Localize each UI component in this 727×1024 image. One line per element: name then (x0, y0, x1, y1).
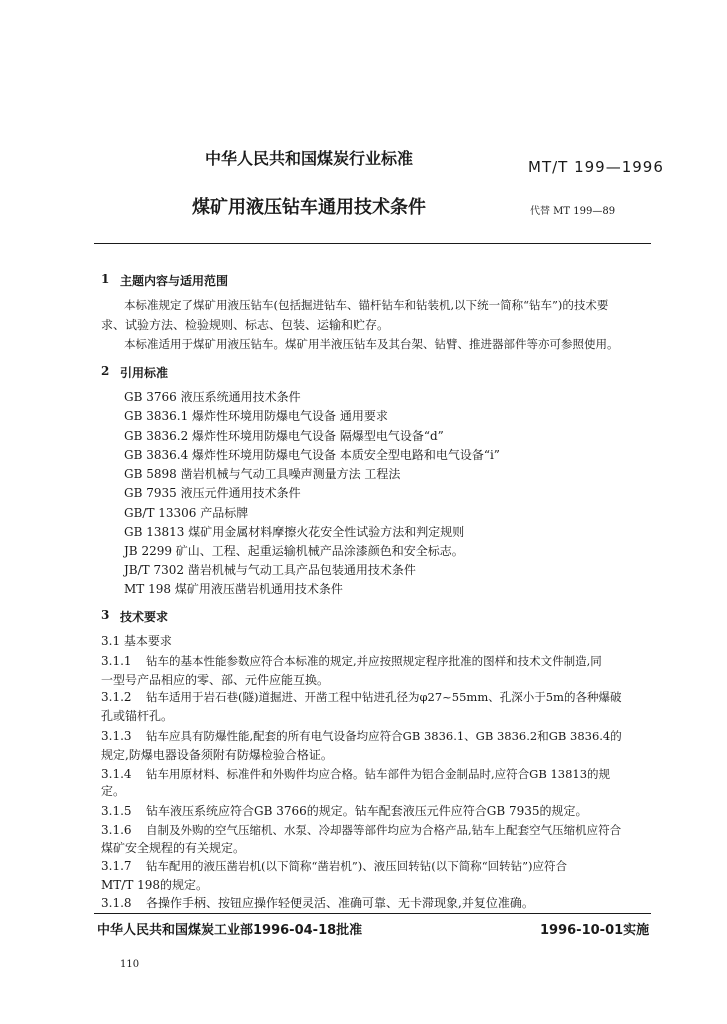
reference-item: GB 7935 液压元件通用技术条件 (124, 486, 301, 500)
section-2-title: 引用标准 (120, 366, 169, 380)
section-1-number: 1 (101, 272, 110, 286)
clause-number: 3.1.5 (101, 804, 132, 818)
doc-title: 煤矿用液压钻车通用技术条件 (192, 197, 426, 218)
reference-item: GB 3836.4 爆炸性环境用防爆电气设备 本质安全型电路和电气设备“i” (124, 448, 500, 462)
reference-item: GB 13813 煤矿用金属材料摩擦火花安全性试验方法和判定规则 (124, 525, 465, 539)
footer-rule (94, 913, 651, 914)
reference-item: JB 2299 矿山、工程、起重运输机械产品涂漆颜色和安全标志。 (124, 544, 464, 558)
reference-item: GB/T 13306 产品标牌 (124, 506, 249, 520)
clause-line: 钻车的基本性能参数应符合本标准的规定,并应按照规定程序批准的图样和技术文件制造,同 (146, 654, 602, 668)
clause-line: 一型号产品相应的零、部、元件应能互换。 (101, 673, 330, 687)
header-rule (94, 243, 651, 244)
reference-item: JB/T 7302 凿岩机械与气动工具产品包装通用技术条件 (124, 563, 416, 577)
reference-item: MT 198 煤矿用液压凿岩机通用技术条件 (124, 582, 343, 596)
clause-number: 3.1.8 (101, 896, 132, 910)
clause-line: 钻车液压系统应符合GB 3766的规定。钻车配套液压元件应符合GB 7935的规定。 (146, 804, 588, 818)
reference-item: GB 3836.1 爆炸性环境用防爆电气设备 通用要求 (124, 409, 388, 423)
approval-line: 中华人民共和国煤炭工业部1996-04-18批准 (97, 923, 363, 938)
page-number: 110 (120, 959, 140, 970)
clause-line: 孔或锚杆孔。 (101, 709, 174, 723)
section-3-title: 技术要求 (120, 610, 169, 624)
section-1-para-1-line-2: 求、试验方法、检验规则、标志、包装、运输和贮存。 (101, 318, 390, 332)
clause-line: 钻车配用的液压凿岩机(以下简称“凿岩机”)、液压回转钻(以下简称“回转钻”)应符合 (146, 859, 567, 873)
clause-line: 各操作手柄、按钮应操作轻便灵活、准确可靠、无卡滞现象,并复位准确。 (146, 896, 534, 910)
std-code: MT/T 199—1996 (528, 158, 664, 176)
subsection-3-1-heading: 3.1 基本要求 (101, 634, 172, 648)
clause-line: 钻车用原材料、标准件和外购件均应合格。钻车部件为铝合金制品时,应符合GB 13813的规 (146, 767, 611, 781)
clause-line: 定。 (101, 784, 126, 798)
reference-item: GB 3836.2 爆炸性环境用防爆电气设备 隔爆型电气设备“d” (124, 429, 444, 443)
section-1-para-1-line-1: 本标准规定了煤矿用液压钻车(包括掘进钻车、锚杆钻车和钻装机,以下统一简称“钻车”)的技术要 (124, 298, 609, 312)
effective-date: 1996-10-01实施 (540, 923, 650, 938)
clause-line: 自制及外购的空气压缩机、水泵、冷却器等部件均应为合格产品,钻车上配套空气压缩机应符合 (146, 823, 622, 837)
clause-line: 规定,防爆电器设备须附有防爆检验合格证。 (101, 748, 333, 762)
clause-line: MT/T 198的规定。 (101, 878, 209, 892)
clause-line: 钻车适用于岩石巷(隧)道掘进、开凿工程中钻进孔径为φ27~55mm、孔深小于5m的各种爆破 (146, 690, 622, 704)
clause-number: 3.1.4 (101, 767, 132, 781)
clause-line: 煤矿安全规程的有关规定。 (101, 841, 246, 855)
clause-number: 3.1.1 (101, 654, 132, 668)
replaces-note: 代替 MT 199—89 (530, 206, 616, 217)
clause-line: 钻车应具有防爆性能,配套的所有电气设备均应符合GB 3836.1、GB 3836.2和GB 3836.4的 (146, 729, 622, 743)
reference-item: GB 5898 凿岩机械与气动工具噪声测量方法 工程法 (124, 467, 401, 481)
clause-number: 3.1.3 (101, 729, 132, 743)
clause-number: 3.1.6 (101, 823, 132, 837)
section-3-number: 3 (101, 608, 110, 622)
org-title: 中华人民共和国煤炭行业标准 (205, 149, 414, 168)
section-2-number: 2 (101, 364, 110, 378)
clause-number: 3.1.7 (101, 859, 132, 873)
section-1-para-2: 本标准适用于煤矿用液压钻车。煤矿用半液压钻车及其台架、钻臂、推进器部件等亦可参照使用。 (124, 337, 619, 351)
clause-number: 3.1.2 (101, 690, 132, 704)
reference-item: GB 3766 液压系统通用技术条件 (124, 390, 301, 404)
section-1-title: 主题内容与适用范围 (120, 274, 229, 288)
